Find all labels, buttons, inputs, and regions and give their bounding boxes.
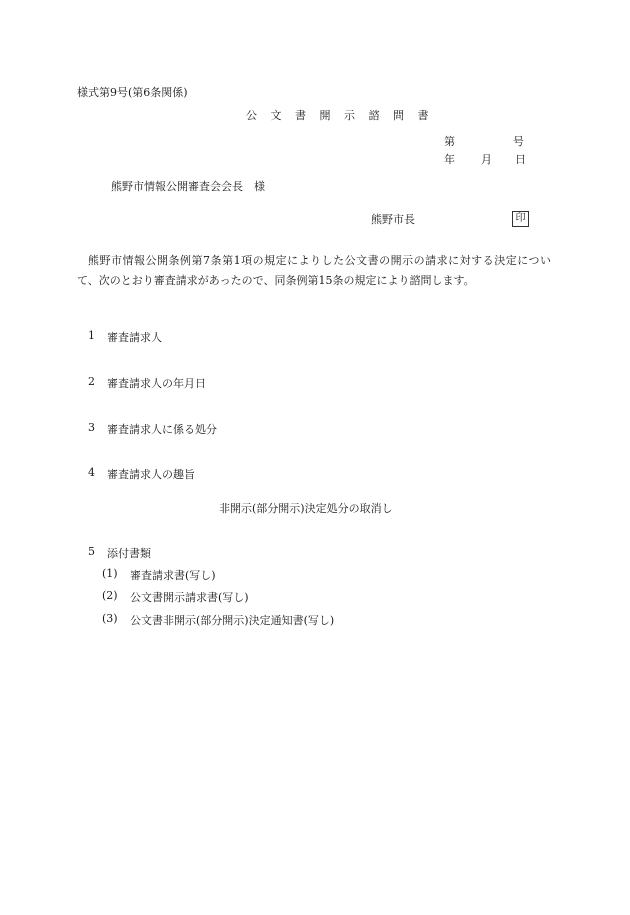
addressee: 熊野市情報公開審査会会長 様 (111, 180, 265, 193)
item-2-number: 2 (88, 375, 95, 388)
body-paragraph: 熊野市情報公開条例第7条第1項の規定によりした公文書の開示の請求に対する決定について、次のとおり審査請求があったので、同条例第15条の規定により諮問します。 (77, 254, 551, 287)
document-title: 公 文 書 開 示 諮 問 書 (246, 109, 434, 122)
item-4-number: 4 (88, 466, 95, 479)
attachment-3-label: 公文書非開示(部分開示)決定通知書(写し) (130, 614, 335, 627)
sender-name: 熊野市長 (371, 213, 415, 226)
reference-number-prefix: 第 (444, 135, 455, 148)
purport-text: 非開示(部分開示)決定処分の取消し (219, 502, 393, 515)
form-number: 様式第9号(第6条関係) (77, 86, 188, 99)
date-month-label: 月 (481, 153, 492, 166)
seal-mark: 印 (512, 211, 529, 227)
attachment-2-number: (2) (102, 589, 118, 602)
reference-number-suffix: 号 (513, 135, 524, 148)
attachment-2-label: 公文書開示請求書(写し) (130, 591, 249, 604)
item-5-label: 添付書類 (107, 547, 151, 560)
item-2-label: 審査請求人の年月日 (107, 377, 206, 390)
item-4-label: 審査請求人の趣旨 (107, 468, 195, 481)
attachment-1-label: 審査請求書(写し) (130, 569, 216, 582)
attachment-3-number: (3) (102, 612, 118, 625)
date-year-label: 年 (444, 153, 455, 166)
item-3-label: 審査請求人に係る処分 (107, 423, 217, 436)
item-3-number: 3 (88, 421, 95, 434)
item-1-number: 1 (88, 329, 95, 342)
item-1-label: 審査請求人 (107, 331, 162, 344)
attachment-1-number: (1) (102, 567, 118, 580)
item-5-number: 5 (88, 545, 95, 558)
date-day-label: 日 (515, 153, 526, 166)
